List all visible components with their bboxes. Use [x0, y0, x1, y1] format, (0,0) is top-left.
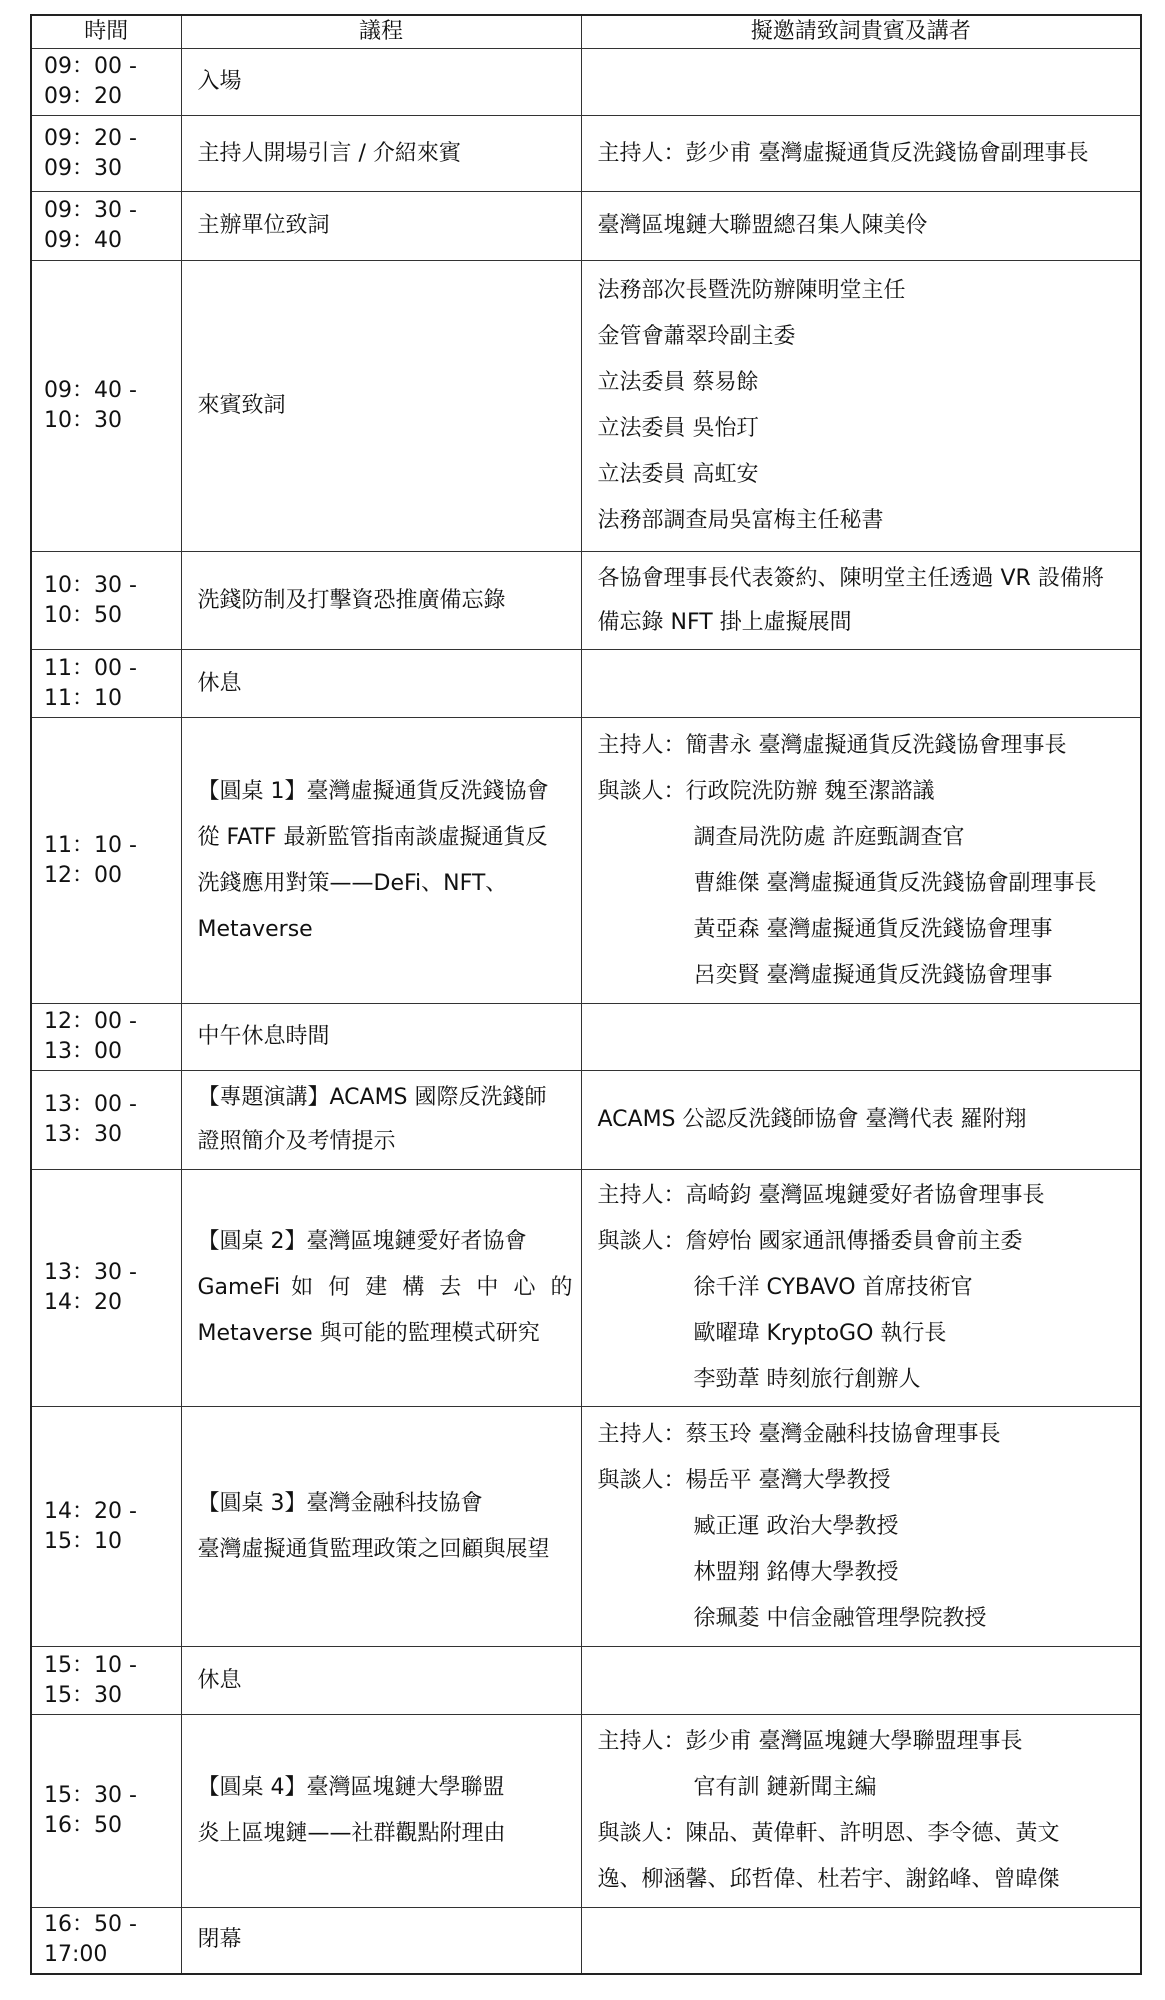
table-row	[31, 1170, 1141, 1407]
topic-cell	[181, 261, 581, 552]
time-start: 12：00 -	[44, 1009, 137, 1034]
speaker-line: 呂奕賢 臺灣虛擬通貨反洗錢協會理事	[693, 962, 1053, 988]
time-start: 09：00 -	[44, 54, 137, 79]
topic-line: 臺灣虛擬通貨監理政策之回顧與展望	[197, 1536, 550, 1562]
speaker-line: 金管會蕭翠玲副主委	[597, 324, 796, 349]
time-start: 10：30 -	[44, 572, 137, 598]
header-row	[31, 15, 1141, 49]
table-row	[31, 650, 1141, 718]
speaker-line: 主持人：簡書永 臺灣虛擬通貨反洗錢協會理事長	[597, 732, 1067, 758]
topic-line: 證照簡介及考情提示	[197, 1129, 396, 1154]
time-end: 15：10	[44, 1528, 122, 1554]
time-cell	[31, 49, 181, 116]
topic-line: 【專題演講】ACAMS 國際反洗錢師	[197, 1085, 547, 1110]
speaker-line: 黃亞森 臺灣虛擬通貨反洗錢協會理事	[693, 916, 1053, 942]
time-cell	[31, 1715, 181, 1908]
speaker-line: 與談人：行政院洗防辦 魏至潔諮議	[597, 778, 935, 804]
speaker-line: 臧正運 政治大學教授	[693, 1513, 899, 1539]
topic-cell	[181, 1071, 581, 1170]
topic-line: 主持人開場引言 / 介紹來賓	[197, 140, 461, 166]
speakers-cell	[581, 718, 1141, 1004]
speaker-line: 主持人：彭少甫 臺灣區塊鏈大學聯盟理事長	[597, 1729, 1023, 1754]
speaker-line: 備忘錄 NFT 掛上虛擬展間	[597, 609, 852, 635]
speakers-cell	[581, 1071, 1141, 1170]
speaker-line: 主持人：彭少甫 臺灣虛擬通貨反洗錢協會副理事長	[597, 140, 1089, 166]
topic-cell	[181, 192, 581, 261]
topic-cell	[181, 718, 581, 1004]
time-end: 15：30	[44, 1682, 122, 1708]
topic-line: 休息	[197, 1667, 242, 1693]
speaker-line: 法務部次長暨洗防辦陳明堂主任	[597, 278, 906, 303]
table-row	[31, 1908, 1141, 1974]
table-row	[31, 261, 1141, 552]
speakers-cell	[581, 261, 1141, 552]
time-start: 11：10 -	[44, 832, 137, 858]
speaker-line: ACAMS 公認反洗錢師協會 臺灣代表 羅附翔	[597, 1107, 1027, 1132]
table-row	[31, 1647, 1141, 1715]
table-row	[31, 1071, 1141, 1170]
time-cell	[31, 1647, 181, 1715]
speaker-line: 逸、柳涵馨、邱哲偉、杜若宇、謝銘峰、曾暐傑	[597, 1867, 1060, 1892]
topic-line: GameFi 如 何 建 構 去 中 心 的	[197, 1275, 573, 1300]
time-end: 12：00	[44, 862, 122, 888]
header-time: 時間	[31, 15, 181, 49]
speaker-line: 調查局洗防處 許庭甄調查官	[693, 824, 965, 850]
topic-line: 從 FATF 最新監管指南談虛擬通貨反	[197, 824, 548, 850]
speaker-line: 李勁葦 時刻旅行創辦人	[693, 1367, 921, 1392]
time-end: 16：50	[44, 1813, 122, 1838]
speaker-line: 林盟翔 銘傳大學教授	[693, 1559, 899, 1585]
topic-cell	[181, 1647, 581, 1715]
speaker-line: 徐珮菱 中信金融管理學院教授	[693, 1605, 987, 1631]
speaker-line: 徐千洋 CYBAVO 首席技術官	[693, 1275, 973, 1300]
time-end: 13：30	[44, 1122, 122, 1147]
topic-line: 【圓桌 3】臺灣金融科技協會	[197, 1490, 483, 1516]
time-cell	[31, 116, 181, 192]
time-end: 09：30	[44, 155, 122, 181]
topic-cell	[181, 1407, 581, 1647]
time-start: 09：20 -	[44, 125, 137, 151]
speakers-cell	[581, 1004, 1141, 1071]
speakers-cell	[581, 1715, 1141, 1908]
time-cell	[31, 1908, 181, 1974]
speaker-line: 官有訓 鏈新聞主編	[693, 1775, 877, 1800]
table-row	[31, 1715, 1141, 1908]
time-cell	[31, 1407, 181, 1647]
speaker-line: 各協會理事長代表簽約、陳明堂主任透過 VR 設備將	[597, 565, 1104, 591]
table-row	[31, 1407, 1141, 1647]
time-end: 09：40	[44, 228, 122, 253]
speaker-line: 與談人：陳品、黃偉軒、許明恩、李令德、黃文	[597, 1821, 1060, 1846]
topic-cell	[181, 552, 581, 650]
time-cell	[31, 1071, 181, 1170]
speakers-cell	[581, 650, 1141, 718]
time-cell	[31, 552, 181, 650]
speakers-cell	[581, 1647, 1141, 1715]
speakers-cell	[581, 1407, 1141, 1647]
time-cell	[31, 192, 181, 261]
agenda-table	[30, 14, 1142, 1975]
topic-cell	[181, 1004, 581, 1071]
topic-line: 洗錢防制及打擊資恐推廣備忘錄	[197, 587, 506, 613]
topic-line: 主辦單位致詞	[197, 213, 330, 238]
topic-cell	[181, 650, 581, 718]
time-end: 13：00	[44, 1039, 122, 1064]
topic-cell	[181, 49, 581, 116]
time-cell	[31, 261, 181, 552]
speaker-line: 立法委員 吳怡玎	[597, 416, 759, 441]
topic-line: 入場	[197, 69, 242, 94]
time-start: 16：50 -	[44, 1912, 137, 1938]
time-cell	[31, 718, 181, 1004]
header-topic: 議程	[181, 15, 581, 49]
topic-cell	[181, 1170, 581, 1407]
time-cell	[31, 1004, 181, 1071]
speaker-line: 主持人：高崎鈞 臺灣區塊鏈愛好者協會理事長	[597, 1183, 1045, 1208]
speakers-cell	[581, 116, 1141, 192]
time-start: 14：20 -	[44, 1498, 137, 1524]
topic-cell	[181, 1908, 581, 1974]
time-end: 11：10	[44, 685, 122, 711]
table-row	[31, 116, 1141, 192]
time-cell	[31, 650, 181, 718]
speakers-cell	[581, 192, 1141, 261]
time-start: 09：40 -	[44, 378, 137, 403]
table-row	[31, 718, 1141, 1004]
time-end: 17:00	[44, 1942, 108, 1968]
speakers-cell	[581, 1170, 1141, 1407]
time-end: 10：30	[44, 408, 122, 433]
time-start: 09：30 -	[44, 198, 137, 223]
time-start: 11：00 -	[44, 655, 137, 681]
topic-line: 【圓桌 2】臺灣區塊鏈愛好者協會	[197, 1229, 527, 1254]
speaker-line: 與談人：楊岳平 臺灣大學教授	[597, 1467, 891, 1493]
time-end: 09：20	[44, 84, 122, 109]
time-cell	[31, 1170, 181, 1407]
topic-line: 來賓致詞	[197, 393, 286, 418]
time-start: 15：10 -	[44, 1652, 137, 1678]
speaker-line: 主持人：蔡玉玲 臺灣金融科技協會理事長	[597, 1421, 1001, 1447]
topic-line: Metaverse 與可能的監理模式研究	[197, 1321, 540, 1346]
topic-cell	[181, 116, 581, 192]
time-end: 10：50	[44, 602, 122, 628]
table-row	[31, 49, 1141, 116]
topic-line: 閉幕	[197, 1927, 242, 1953]
table-row	[31, 552, 1141, 650]
topic-line: 炎上區塊鏈——社群觀點附理由	[197, 1821, 506, 1846]
speaker-line: 立法委員 高虹安	[597, 462, 759, 487]
topic-line: 【圓桌 1】臺灣虛擬通貨反洗錢協會	[197, 778, 549, 804]
time-start: 15：30 -	[44, 1783, 137, 1808]
topic-line: 中午休息時間	[197, 1024, 330, 1049]
topic-line: Metaverse	[197, 916, 313, 942]
topic-cell	[181, 1715, 581, 1908]
speaker-line: 立法委員 蔡易餘	[597, 370, 759, 395]
speakers-cell	[581, 552, 1141, 650]
table-row	[31, 1004, 1141, 1071]
header-speakers: 擬邀請致詞貴賓及講者	[581, 15, 1141, 49]
topic-line: 休息	[197, 670, 242, 696]
speaker-line: 與談人：詹婷怡 國家通訊傳播委員會前主委	[597, 1229, 1023, 1254]
speakers-cell	[581, 49, 1141, 116]
time-start: 13：00 -	[44, 1092, 137, 1117]
topic-line: 【圓桌 4】臺灣區塊鏈大學聯盟	[197, 1775, 505, 1800]
speaker-line: 歐曜瑋 KryptoGO 執行長	[693, 1321, 947, 1346]
speaker-line: 臺灣區塊鏈大聯盟總召集人陳美伶	[597, 213, 928, 238]
speaker-line: 曹維傑 臺灣虛擬通貨反洗錢協會副理事長	[693, 870, 1097, 896]
time-end: 14：20	[44, 1290, 122, 1315]
time-start: 13：30 -	[44, 1260, 137, 1285]
table-row	[31, 192, 1141, 261]
speaker-line: 法務部調查局吳富梅主任秘書	[597, 508, 884, 533]
topic-line: 洗錢應用對策——DeFi、NFT、	[197, 870, 508, 896]
speakers-cell	[581, 1908, 1141, 1974]
